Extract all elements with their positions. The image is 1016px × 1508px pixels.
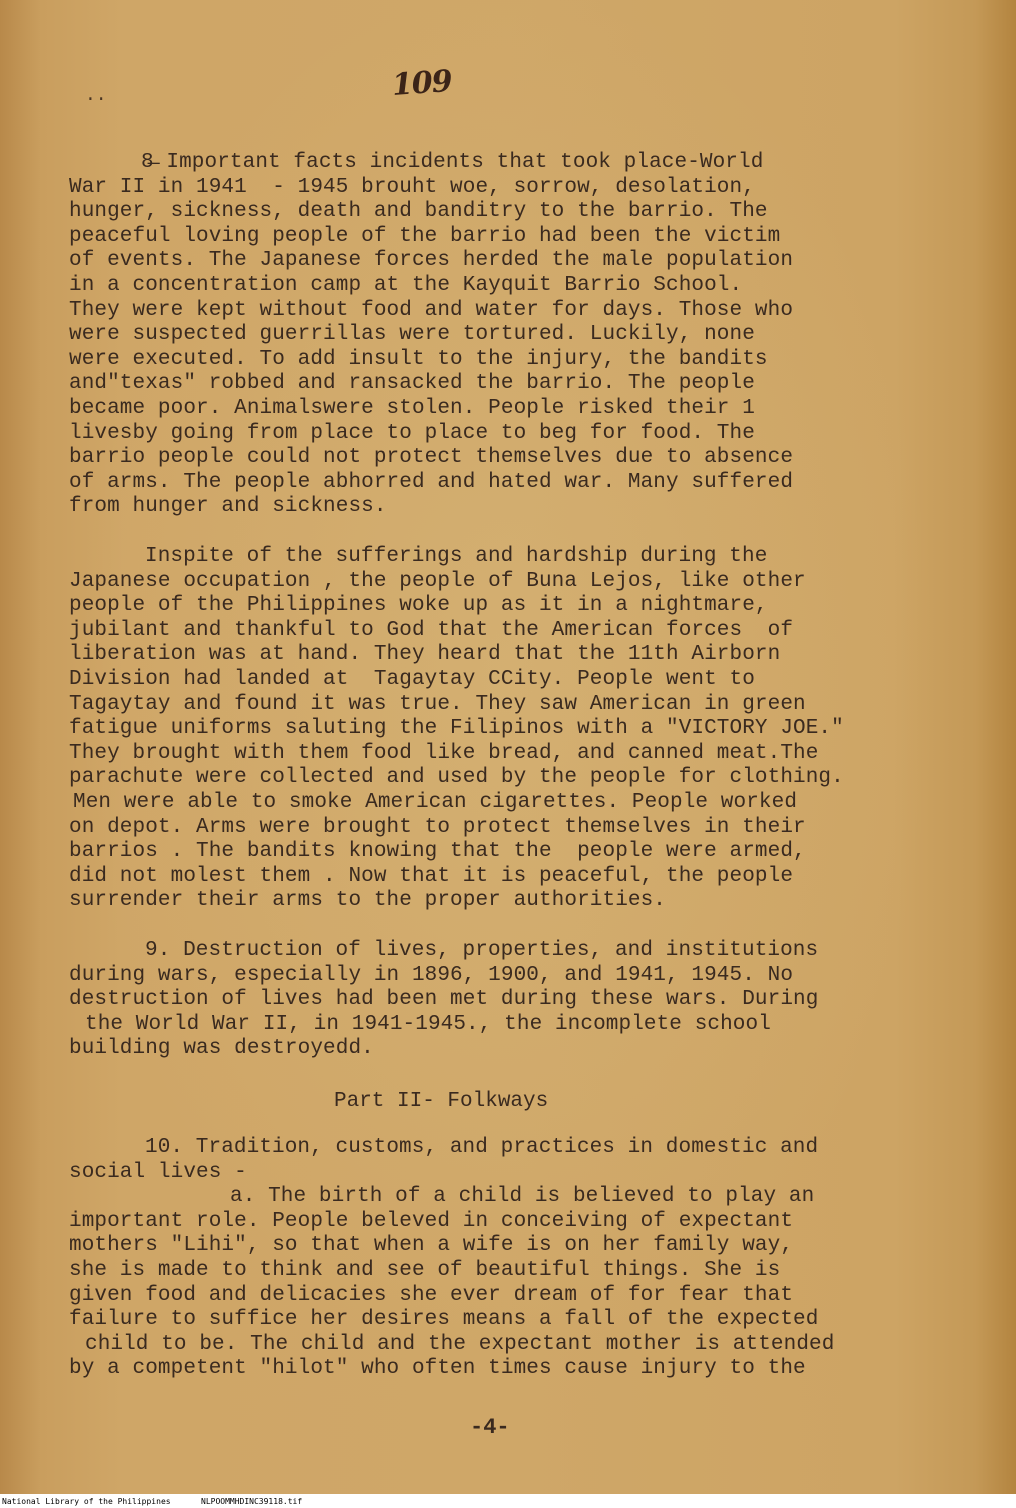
p-inspite-line: people of the Philippines woke up as it in a nightmare,: [69, 594, 768, 618]
p-inspite-line: Men were able to smoke American cigarettes. People worked: [73, 791, 798, 814]
p8-line: of events. The Japanese forces herded the male population: [69, 249, 794, 273]
p10-line: child to be. The child and the expectant mother is attended: [85, 1332, 835, 1356]
p-inspite-line: jubilant and thankful to God that the American forces of: [69, 618, 794, 642]
p9-line: destruction of lives had been met during these wars. During: [69, 988, 819, 1012]
p8-line: War II in 1941 - 1945 brouht woe, sorrow, desolation,: [69, 175, 755, 199]
p10-line: 10. Tradition, customs, and practices in domestic and: [145, 1136, 819, 1159]
p8-line: They were kept without food and water for days. Those who: [69, 298, 794, 322]
p8-line: were suspected guerrillas were tortured. Luckily, none: [69, 323, 755, 347]
p8-line: hunger, sickness, death and banditry to the barrio. The: [69, 200, 768, 224]
p8-line: from hunger and sickness.: [69, 495, 387, 519]
p9-line: 9. Destruction of lives, properties, and institutions: [145, 939, 819, 962]
p-inspite-line: Inspite of the sufferings and hardship during the: [145, 545, 768, 568]
p10-line: she is made to think and see of beautiful things. She is: [69, 1259, 781, 1282]
p10-line: social lives -: [69, 1160, 247, 1184]
p9-line: during wars, especially in 1896, 1900, and 1941, 1945. No: [69, 963, 794, 987]
p10-line: failure to suffice her desires means a fall of the expected: [69, 1308, 819, 1332]
p8-line: livesby going from place to place to beg for food. The: [69, 421, 755, 445]
p8-line: were executed. To add insult to the injury, the bandits: [69, 347, 768, 371]
footer-filename: NLPOOMMHDINC39118.tif: [201, 1497, 303, 1506]
p10-line: important role. People beleved in conceiving of expectant: [69, 1209, 794, 1233]
p-inspite-line: parachute were collected and used by the people for clothing.: [69, 766, 844, 790]
p-inspite-line: Japanese occupation , the people of Buna Lejos, like other: [69, 569, 806, 593]
p8-line: peaceful loving people of the barrio had been the victim: [69, 224, 781, 248]
margin-mark: ..: [85, 86, 107, 106]
p-inspite-line: liberation was at hand. They heard that the 11th Airborn: [69, 643, 781, 667]
p9-line: building was destroyedd.: [69, 1037, 374, 1061]
p10-line: a. The birth of a child is believed to play an: [230, 1185, 815, 1209]
p8-line: 8̶ Important facts incidents that took place-World: [141, 151, 764, 174]
p8-line: barrio people could not protect themselves due to absence: [69, 446, 794, 470]
section-heading: Part II- Folkways: [334, 1090, 549, 1113]
p10-line: given food and delicacies she ever dream of for fear that: [69, 1283, 794, 1307]
p8-line: in a concentration camp at the Kayquit Barrio School.: [69, 274, 743, 297]
p8-line: became poor. Animalswere stolen. People risked their 1: [69, 397, 755, 420]
p9-line: the World War II, in 1941-1945., the incomplete school: [85, 1012, 771, 1036]
p-inspite-line: surrender their arms to the proper authorities.: [69, 889, 666, 913]
handwritten-page-number: 109: [390, 63, 453, 104]
p-inspite-line: They brought with them food like bread, and canned meat.The: [69, 741, 819, 765]
p-inspite-line: did not molest them . Now that it is peaceful, the people: [69, 864, 794, 888]
p-inspite-line: barrios . The bandits knowing that the people were armed,: [69, 840, 806, 864]
footer-library-name: National Library of the Philippines: [2, 1497, 171, 1506]
page-number: -4-: [470, 1415, 510, 1440]
p-inspite-line: Division had landed at Tagaytay CCity. People went to: [69, 668, 755, 691]
p-inspite-line: on depot. Arms were brought to protect themselves in their: [69, 815, 806, 839]
p8-line: and"texas" robbed and ransacked the barrio. The people: [69, 372, 755, 396]
p-inspite-line: fatigue uniforms saluting the Filipinos with a "VICTORY JOE.": [69, 717, 844, 741]
p-inspite-line: Tagaytay and found it was true. They saw American in green: [69, 692, 806, 716]
p10-line: by a competent "hilot" who often times cause injury to the: [69, 1357, 806, 1381]
p8-line: of arms. The people abhorred and hated war. Many suffered: [69, 470, 794, 494]
p10-line: mothers "Lihi", so that when a wife is on her family way,: [69, 1234, 794, 1258]
